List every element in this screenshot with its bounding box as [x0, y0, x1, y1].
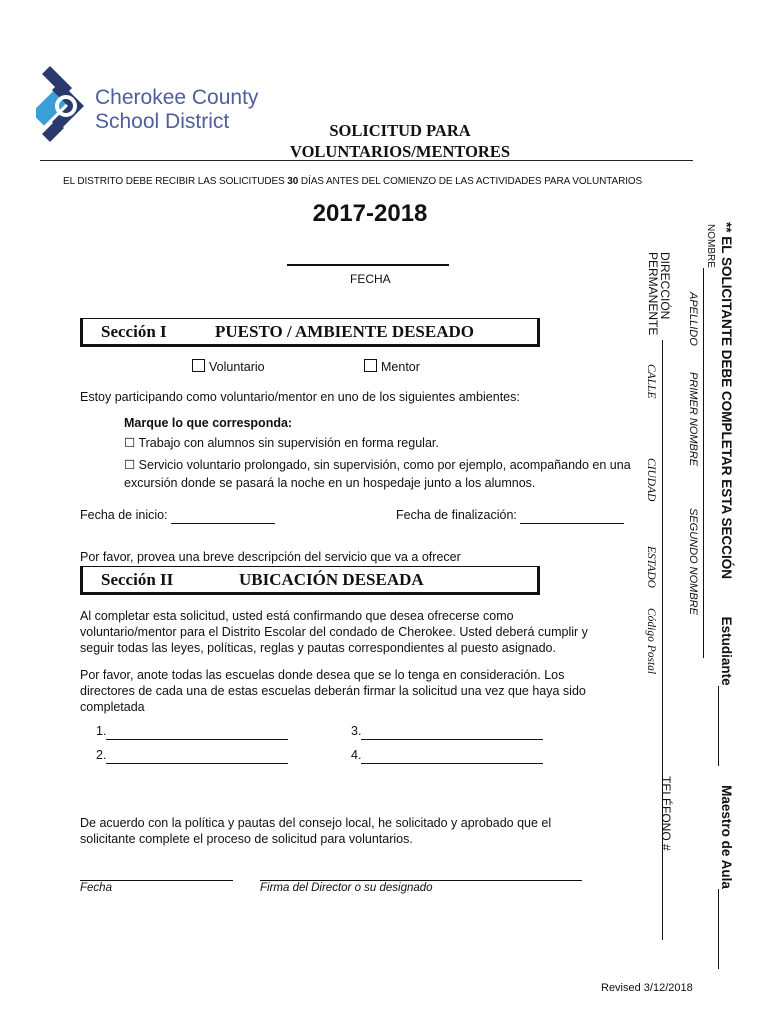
school-3-line[interactable] [361, 723, 543, 740]
apellido-label: APELLIDO [687, 292, 699, 346]
section2-title: UBICACIÓN DESEADA [239, 570, 424, 589]
choice-unsupervised-regular[interactable]: ☐ Trabajo con alumnos sin supervisión en forma regular. [124, 436, 439, 450]
mentor-label: Mentor [381, 360, 420, 374]
telefono-label: TELÉFONO # [659, 776, 673, 851]
confirmation-line2: voluntario/mentor para el Distrito Escolar del condado de Cherokee. Usted deberá cumplir y [80, 625, 588, 639]
schools-line1: Por favor, anote todas las escuelas donde desea que se lo tenga en consideración. Los [80, 668, 565, 682]
title-line-1: SOLICITUD PARA [329, 121, 471, 140]
school-4-number: 4. [351, 748, 362, 762]
end-date-line[interactable] [520, 507, 624, 524]
confirmation-paragraph [80, 608, 588, 656]
end-date-field[interactable] [396, 507, 624, 524]
date-input-line[interactable] [287, 264, 449, 266]
direccion-label: DIRECCIÓN [658, 252, 672, 320]
choice-overnight-line2: excursión donde se pasará la noche en un hospedaje junto a los alumnos. [124, 476, 536, 490]
applicant-heading-text: ** EL SOLICITANTE DEBE COMPLETAR ESTA SECCIÓN [719, 222, 734, 580]
section2-header [80, 566, 540, 595]
applicant-section-heading [718, 222, 734, 969]
section1-header [80, 318, 540, 347]
sign-date-label: Fecha [80, 882, 112, 894]
form-title [250, 120, 550, 162]
logo-line-1: Cherokee County [95, 86, 259, 109]
school-field-4[interactable] [351, 747, 543, 764]
service-description-prompt: Por favor, provea una breve descripción del servicio que va a ofrecer [80, 550, 461, 564]
school-4-line[interactable] [361, 747, 543, 764]
choice-overnight-line1: ☐ Servicio voluntario prolongado, sin supervisión, como por ejemplo, acompañando en una [124, 458, 631, 472]
school-2-line[interactable] [106, 747, 288, 764]
mentor-checkbox[interactable] [364, 359, 377, 372]
primer-nombre-label: PRIMER NOMBRE [687, 372, 699, 467]
approval-line1: De acuerdo con la política y pautas del consejo local, he solicitado y aprobado que el [80, 816, 552, 830]
notice-before: EL DISTRITO DEBE RECIBIR LAS SOLICITUDES [63, 176, 288, 187]
segundo-nombre-label: SEGUNDO NOMBRE [687, 508, 699, 615]
school-3-number: 3. [351, 724, 362, 738]
schools-line2: directores de cada una de estas escuelas deberán firmar la solicitud una vez que haya sido [80, 684, 586, 698]
approval-line2: solicitante complete el proceso de solicitud para voluntarios. [80, 832, 413, 846]
student-line[interactable] [718, 686, 734, 766]
mentor-option[interactable] [364, 359, 420, 374]
school-field-2[interactable] [96, 747, 288, 764]
logo-mark-icon [36, 62, 92, 148]
section1-title: PUESTO / AMBIENTE DESEADO [215, 322, 475, 341]
calle-label: CALLE [645, 364, 657, 399]
title-line-2: VOLUNTARIOS/MENTORES [289, 142, 511, 161]
ciudad-label: CIUDAD [645, 458, 657, 502]
setting-intro: Estoy participando como voluntario/mentor en uno de los siguientes ambientes: [80, 390, 520, 404]
director-signature-label: Firma del Director o su designado [260, 882, 433, 894]
teacher-line[interactable] [718, 889, 734, 969]
mark-heading: Marque lo que corresponda: [124, 416, 293, 430]
revision-date: Revised 3/12/2018 [601, 982, 693, 994]
date-label: FECHA [350, 272, 391, 286]
director-signature-line[interactable] [260, 880, 582, 881]
school-field-1[interactable] [96, 723, 288, 740]
start-date-label: Fecha de inicio: [80, 508, 172, 522]
nombre-label: NOMBRE [705, 224, 716, 268]
logo-text [95, 86, 258, 134]
teacher-label: Maestro de Aula [719, 785, 734, 889]
start-date-line[interactable] [171, 507, 275, 524]
confirmation-line3: seguir todas las leyes, políticas, reglas y pautas correspondientes al puesto asignado. [80, 641, 556, 655]
notice-days: 30 [287, 176, 299, 187]
deadline-notice [63, 176, 642, 187]
voluntario-label: Voluntario [209, 360, 265, 374]
school-field-3[interactable] [351, 723, 543, 740]
codigo-postal-label: Código Postal [645, 608, 657, 675]
student-label: Estudiante [719, 616, 734, 686]
school-1-line[interactable] [106, 723, 288, 740]
header-divider [40, 160, 693, 161]
choice-overnight[interactable] [124, 456, 631, 492]
schools-instructions [80, 667, 586, 715]
voluntario-option[interactable] [192, 359, 265, 374]
end-date-label: Fecha de finalización: [396, 508, 521, 522]
permanente-label: PERMANENTE [646, 252, 660, 336]
school-1-number: 1. [96, 724, 107, 738]
start-date-field[interactable] [80, 507, 275, 524]
section2-label: Sección II [101, 570, 174, 589]
confirmation-line1: Al completar esta solicitud, usted está confirmando que desea ofrecerse como [80, 609, 514, 623]
school-2-number: 2. [96, 748, 107, 762]
logo-line-2: School District [95, 110, 230, 133]
voluntario-checkbox[interactable] [192, 359, 205, 372]
name-input-line[interactable] [703, 268, 704, 658]
school-year: 2017-2018 [312, 200, 428, 227]
approval-statement [80, 815, 551, 847]
notice-after: DÍAS ANTES DEL COMIENZO DE LAS ACTIVIDADES PARA VOLUNTARIOS [298, 176, 643, 187]
section1-label: Sección I [101, 322, 167, 341]
schools-line3: completada [80, 700, 145, 714]
sign-date-line[interactable] [80, 880, 233, 881]
estado-label: ESTADO [645, 546, 657, 588]
